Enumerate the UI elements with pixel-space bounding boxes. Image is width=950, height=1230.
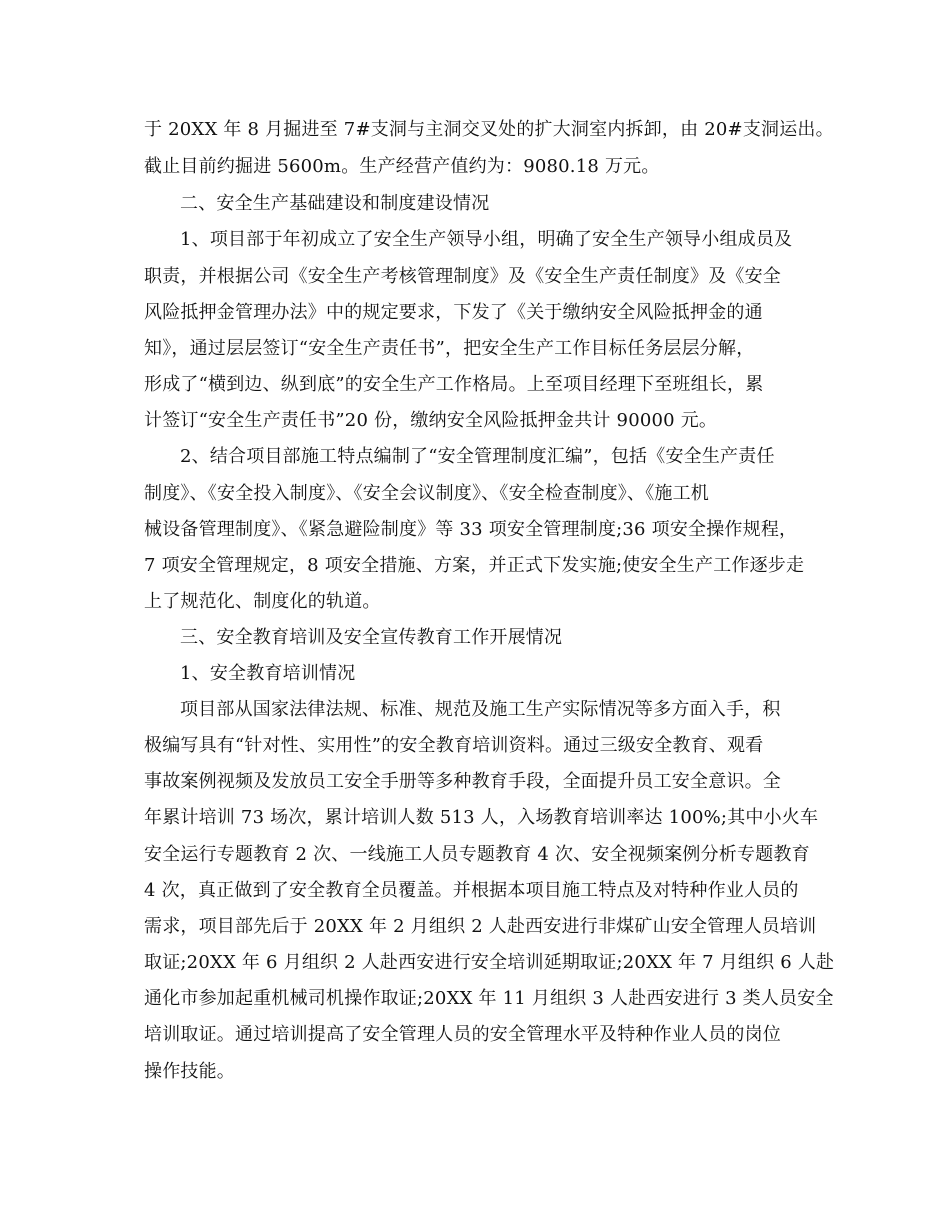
text-line: 取证;20XX 年 6 月组织 2 人赴西安进行安全培训延期取证;20XX 年 7 月组织 6 人赴 (144, 952, 835, 973)
text-line: 计签订“安全生产责任书”20 份，缴纳安全风险抵押金共计 90000 元。 (144, 410, 718, 431)
text-line: 年累计培训 73 场次，累计培训人数 513 人，入场教育培训率达 100%;其中小火车 (144, 807, 819, 828)
text-line: 1、项目部于年初成立了安全生产领导小组，明确了安全生产领导小组成员及 (180, 229, 793, 250)
text-line: 事故案例视频及发放员工安全手册等多种教育手段，全面提升员工安全意识。全 (144, 771, 781, 792)
text-line: 极编写具有“针对性、实用性”的安全教育培训资料。通过三级安全教育、观看 (144, 735, 764, 756)
text-line: 上了规范化、制度化的轨道。 (144, 591, 381, 612)
text-line: 4 次，真正做到了安全教育全员覆盖。并根据本项目施工特点及对特种作业人员的 (144, 880, 799, 901)
text-line: 知》，通过层层签订“安全生产责任书”，把安全生产工作目标任务层层分解， (144, 338, 755, 359)
text-line: 职责，并根据公司《安全生产考核管理制度》及《安全生产责任制度》及《安全 (144, 266, 781, 287)
text-line: 形成了“横到边、纵到底”的安全生产工作格局。上至项目经理下至班组长，累 (144, 374, 764, 395)
text-line: 培训取证。通过培训提高了安全管理人员的安全管理水平及特种作业人员的岗位 (144, 1024, 781, 1045)
text-line: 于 20XX 年 8 月掘进至 7#支洞与主洞交叉处的扩大洞室内拆卸，由 20#支洞运出。 (144, 119, 834, 140)
text-line: 截止目前约掘进 5600m。生产经营产值约为：9080.18 万元。 (144, 156, 660, 177)
text-line: 需求，项目部先后于 20XX 年 2 月组织 2 人赴西安进行非煤矿山安全管理人员培训 (144, 916, 817, 937)
text-line: 制度》、《安全投入制度》、《安全会议制度》、《安全检查制度》、《施工机 (144, 483, 709, 504)
subsection-heading: 1、安全教育培训情况 (180, 663, 356, 684)
text-line: 项目部从国家法律法规、标准、规范及施工生产实际情况等多方面入手，积 (180, 699, 781, 720)
text-line: 通化市参加起重机械司机操作取证;20XX 年 11 月组织 3 人赴西安进行 3 类人员安全 (144, 988, 834, 1009)
text-line: 2、结合项目部施工特点编制了“安全管理制度汇编”，包括《安全生产责任 (180, 446, 775, 467)
text-line: 风险抵押金管理办法》中的规定要求，下发了《关于缴纳安全风险抵押金的通 (144, 302, 763, 323)
text-line: 7 项安全管理规定，8 项安全措施、方案，并正式下发实施;使安全生产工作逐步走 (144, 555, 805, 576)
text-line: 安全运行专题教育 2 次、一线施工人员专题教育 4 次、安全视频案例分析专题教育 (144, 844, 810, 865)
section-heading: 三、安全教育培训及安全宣传教育工作开展情况 (180, 627, 563, 648)
text-line: 操作技能。 (144, 1061, 235, 1082)
text-line: 械设备管理制度》、《紧急避险制度》等 33 项安全管理制度;36 项安全操作规程， (144, 519, 798, 540)
section-heading: 二、安全生产基础建设和制度建设情况 (180, 193, 490, 214)
